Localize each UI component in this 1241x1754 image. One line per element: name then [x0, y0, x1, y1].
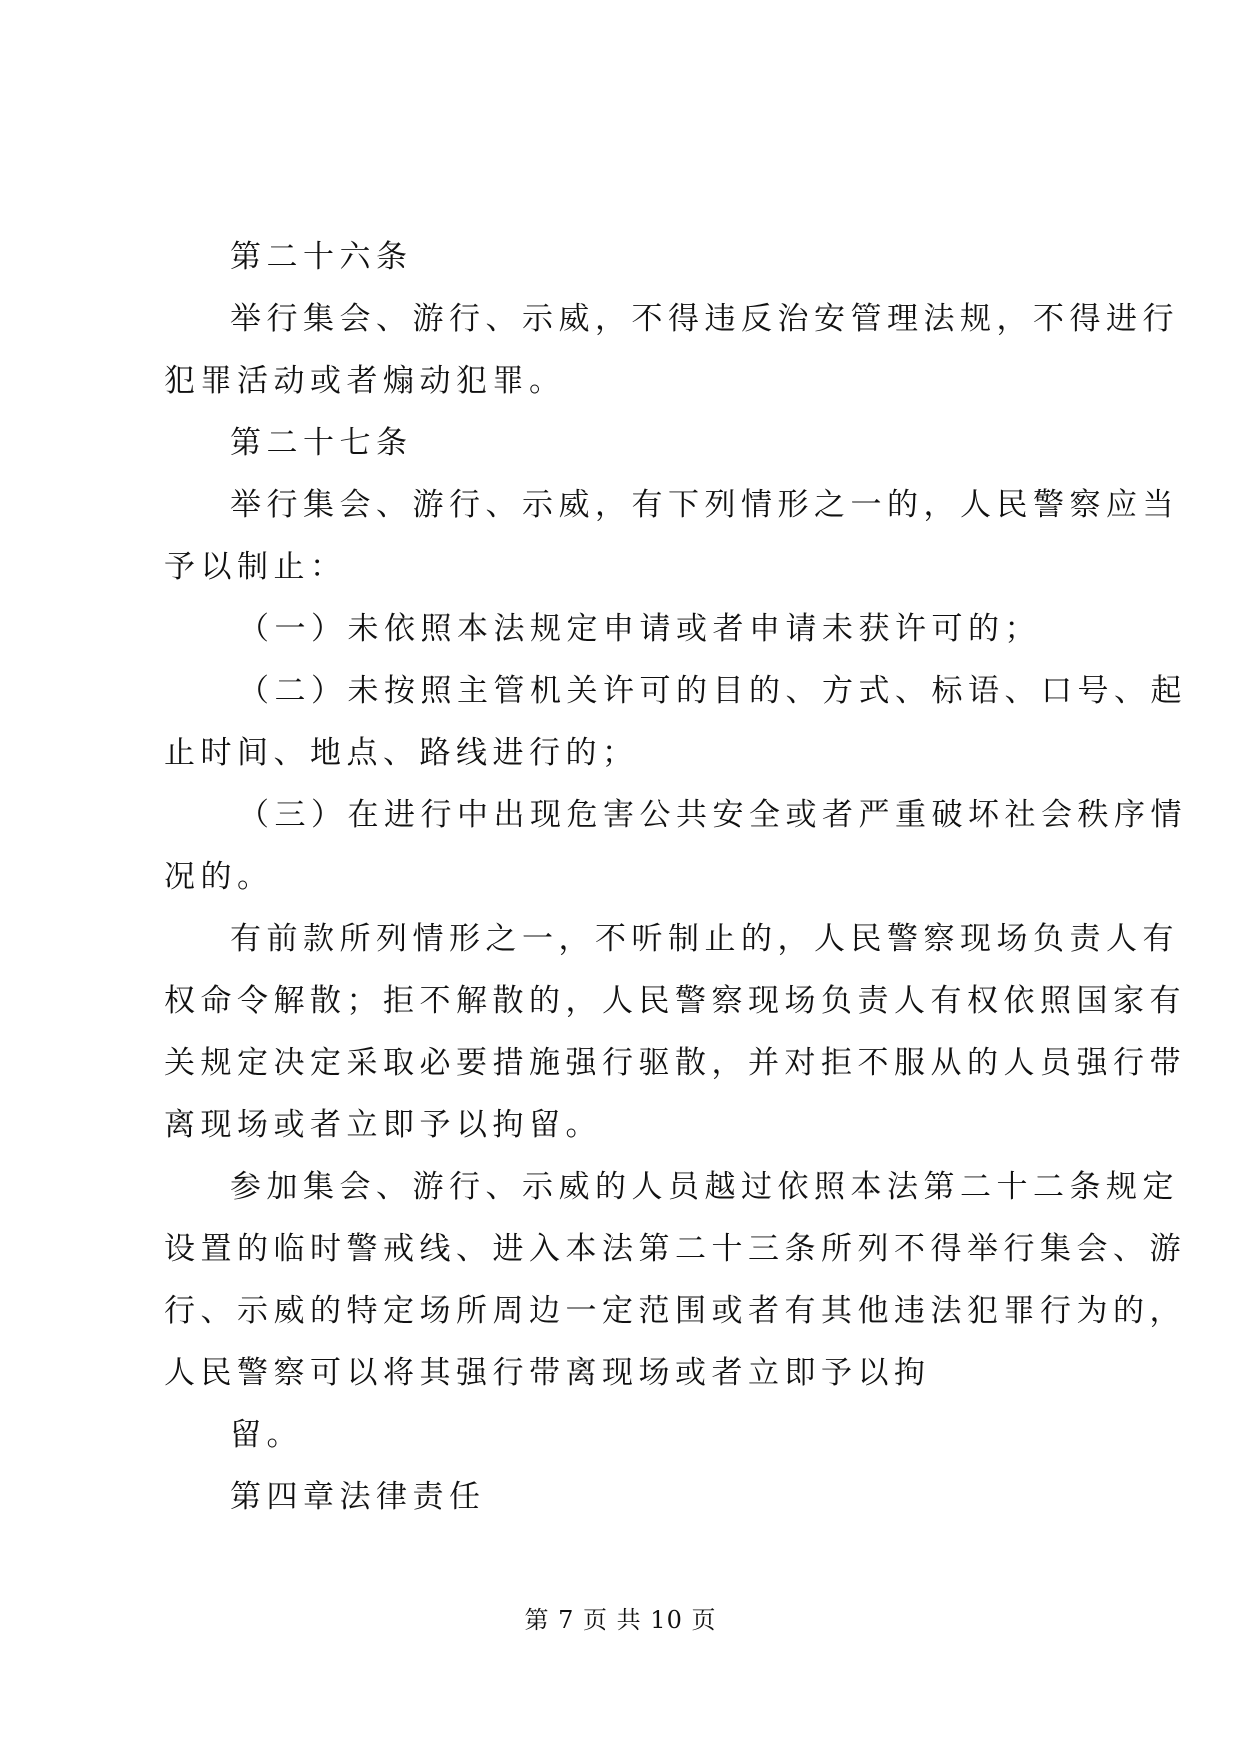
paragraph-line: 予以制止： — [164, 549, 347, 585]
article-heading-26: 第二十六条 — [230, 239, 413, 275]
list-item-2: （二）未按照主管机关许可的目的、方式、标语、口号、起 — [238, 673, 1187, 709]
paragraph-line: 犯罪活动或者煽动犯罪。 — [164, 363, 566, 399]
paragraph-line: 离现场或者立即予以拘留。 — [164, 1107, 602, 1143]
list-item-1: （一）未依照本法规定申请或者申请未获许可的； — [238, 611, 1041, 647]
paragraph-line: 况的。 — [164, 859, 274, 895]
paragraph-line: 止时间、地点、路线进行的； — [164, 735, 639, 771]
paragraph-line: 行、示威的特定场所周边一定范围或者有其他违法犯罪行为的， — [164, 1293, 1186, 1329]
paragraph-line: 权命令解散；拒不解散的，人民警察现场负责人有权依照国家有 — [164, 983, 1186, 1019]
document-body — [164, 226, 1187, 1528]
paragraph-line: 举行集会、游行、示威，有下列情形之一的，人民警察应当 — [230, 487, 1179, 523]
chapter-heading: 第四章法律责任 — [230, 1479, 486, 1515]
paragraph-line: 留。 — [230, 1417, 303, 1453]
paragraph-line: 关规定决定采取必要措施强行驱散，并对拒不服从的人员强行带 — [164, 1045, 1186, 1081]
paragraph-line: 参加集会、游行、示威的人员越过依照本法第二十二条规定 — [230, 1169, 1179, 1205]
paragraph-line: 有前款所列情形之一，不听制止的，人民警察现场负责人有 — [230, 921, 1179, 957]
paragraph-line: 举行集会、游行、示威，不得违反治安管理法规，不得进行 — [230, 301, 1179, 337]
paragraph-line: 人民警察可以将其强行带离现场或者立即予以拘 — [164, 1355, 931, 1391]
article-heading-27: 第二十七条 — [230, 425, 413, 461]
paragraph-line: 设置的临时警戒线、进入本法第二十三条所列不得举行集会、游 — [164, 1231, 1186, 1267]
list-item-3: （三）在进行中出现危害公共安全或者严重破坏社会秩序情 — [238, 797, 1187, 833]
page-footer: 第 7 页 共 10 页 — [524, 1606, 717, 1634]
